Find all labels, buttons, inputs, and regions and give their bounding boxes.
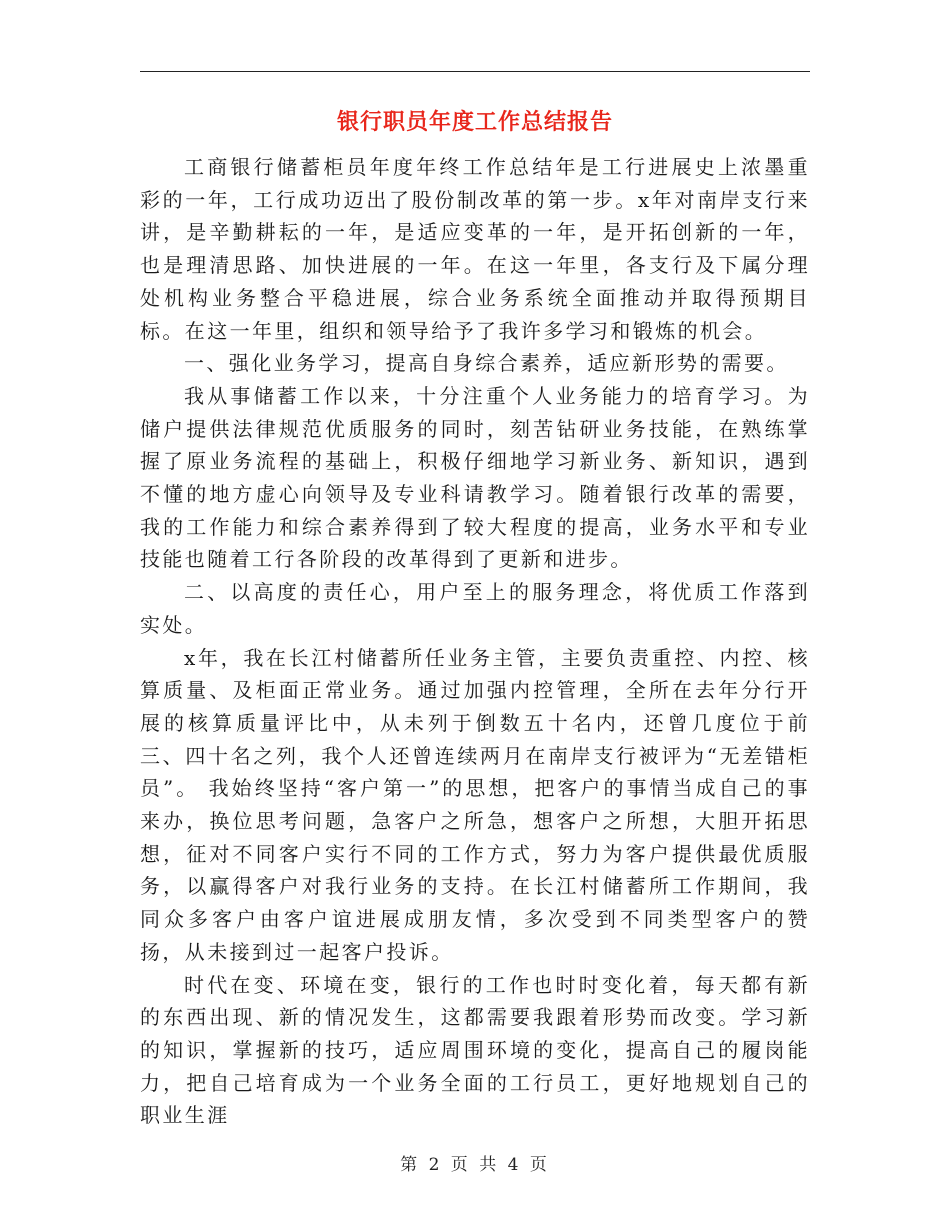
paragraph-change: 时代在变、环境在变，银行的工作也时时变化着，每天都有新的东西出现、新的情况发生，这都需要我跟着形势而改变。学习新的知识，掌握新的技巧，适应周围环境的变化，提高自己的履岗能力，把自己培育成为一个业务全面的工行员工，更好地规划自己的职业生涯 (140, 972, 810, 1128)
paragraph-heading-1: 一、强化业务学习，提高自身综合素养，适应新形势的需要。 (184, 351, 789, 376)
document-title: 银行职员年度工作总结报告 (336, 110, 613, 135)
paragraph-heading-2: 二、以高度的责任心，用户至上的服务理念，将优质工作落到实处。 (140, 580, 810, 637)
page-number: 第 2 页 共 4 页 (400, 1155, 550, 1175)
document-body (140, 151, 810, 1132)
paragraph-intro: 工商银行储蓄柜员年度年终工作总结年是工行进展史上浓墨重彩的一年，工行成功迈出了股份制改革的第一步。x年对南岸支行来讲，是辛勤耕耘的一年，是适应变革的一年，是开拓创新的一年，也是理清思路、加快进展的一年。在这一年里，各支行及下属分理处机构业务整合平稳进展，综合业务系统全面推动并取得预期目标。在这一年里，组织和领导给予了我许多学习和锻炼的机会。 (140, 155, 810, 343)
paragraph-service: x年，我在长江村储蓄所任业务主管，主要负责重控、内控、核算质量、及柜面正常业务。通过加强内控管理，全所在去年分行开展的核算质量评比中，从未列于倒数五十名内，还曾几度位于前三、四十名之列，我个人还曾连续两月在南岸支行被评为“无差错柜员”。 我始终坚持“客户第一”的思想，把客户的事情当成自己的事来办，换位思考问题，急客户之所急，想客户之所想，大胆开拓思想，征对不同客户实行不同的工作方式，努力为客户提供最优质服务，以赢得客户对我行业务的支持。在长江村储蓄所工作期间，我同众多客户由客户谊进展成朋友情，多次受到不同类型客户的赞扬，从未接到过一起客户投诉。 (140, 645, 810, 964)
paragraph-study: 我从事储蓄工作以来，十分注重个人业务能力的培育学习。为储户提供法律规范优质服务的同时，刻苦钻研业务技能，在熟练掌握了原业务流程的基础上，积极仔细地学习新业务、新知识，遇到不懂的地方虚心向领导及专业科请教学习。随着银行改革的需要，我的工作能力和综合素养得到了较大程度的提高，业务水平和专业技能也随着工行各阶段的改革得到了更新和进步。 (140, 383, 810, 572)
header-rule (140, 71, 810, 72)
